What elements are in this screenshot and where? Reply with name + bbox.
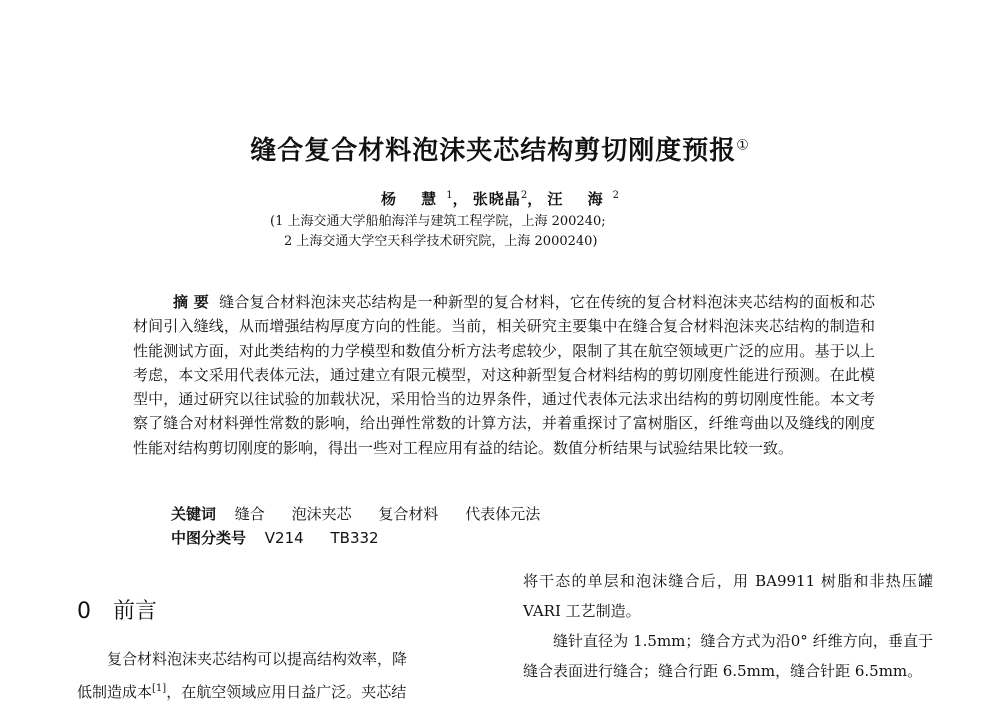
author-name: 汪 海 — [547, 190, 613, 208]
keywords-block — [171, 502, 562, 550]
abstract-text: 缝合复合材料泡沫夹芯结构是一种新型的复合材料，它在传统的复合材料泡沫夹芯结构的面板和芯材间引入缝线，从而增强结构厚度方向的性能。当前，相关研究主要集中在缝合复合材料泡沫夹芯结构的制造和性能测试方面，对此类结构的力学模型和数值分析方法考虑较少，限制了其在航空领域更广泛的应用。基于以上考虑，本文采用代表体元法，通过建立有限元模型，对这种新型复合材料结构的剪切刚度性能进行预测。在此模型中，通过研究以往试验的加载状况，采用恰当的边界条件，通过代表体元法求出结构的剪切刚度性能。本文考察了缝合对材料弹性常数的影响，给出弹性常数的计算方法，并着重探讨了富树脂区，纤维弯曲以及缝线的刚度性能对结构剪切刚度的影响，得出一些对工程应用有益的结论。数值分析结果与试验结果比较一致。 — [133, 293, 875, 457]
title-text: 缝合复合材料泡沫夹芯结构剪切刚度预报 — [250, 136, 737, 166]
keywords-label: 关键词 — [171, 505, 217, 523]
keywords-line — [171, 502, 562, 526]
section-number: 0 — [77, 599, 91, 624]
classification-code: TB332 — [330, 529, 379, 547]
author-affil-mark: 1 — [446, 190, 453, 201]
citation-ref: [1] — [152, 683, 167, 694]
paragraph: 将干态的单层和泡沫缝合后，用 BA9911 树脂和非热压罐 VARI 工艺制造。 — [523, 572, 933, 620]
right-column — [523, 566, 933, 686]
paragraph: 缝针直径为 1.5mm；缝合方式为沿0° 纤维方向，垂直于缝合表面进行缝合；缝合行距 6.5mm，缝合针距 6.5mm。 — [523, 632, 933, 680]
author-name: 杨 慧 — [380, 190, 447, 208]
keyword: 代表体元法 — [465, 505, 541, 523]
section-heading — [77, 594, 157, 625]
body-text: 低制造成本 — [77, 683, 153, 701]
classification-label: 中图分类号 — [171, 529, 247, 547]
author-affil-mark: 2 — [520, 190, 528, 201]
keyword: 缝合 — [234, 505, 265, 523]
left-column — [77, 644, 487, 707]
abstract-label: 摘 要 — [173, 293, 210, 311]
author-list: 杨 慧$^1$， 张晓晶$^2$， 汪 海$^2$ — [380, 190, 620, 208]
body-line: 复合材料泡沫夹芯结构可以提高结构效率，降 — [107, 650, 408, 668]
title-footnote-mark: ① — [736, 137, 750, 154]
affiliations — [270, 212, 606, 252]
keyword: 复合材料 — [378, 505, 439, 523]
abstract — [133, 290, 875, 460]
affiliation-line: (1 上海交通大学船舶海洋与建筑工程学院，上海 200240; — [270, 214, 606, 229]
paper-title — [0, 130, 1000, 167]
keyword: 泡沫夹芯 — [291, 505, 352, 523]
author-name: 张晓晶 — [472, 190, 521, 208]
body-text: ，在航空领域应用日益广泛。夹芯结 — [166, 683, 407, 701]
classification-line — [171, 526, 562, 550]
affiliation-line: 2 上海交通大学空天科学技术研究院，上海 2000240) — [284, 234, 598, 249]
section-title: 前言 — [113, 599, 158, 624]
body-line — [77, 674, 487, 707]
author-affil-mark: 2 — [612, 190, 620, 201]
classification-code: V214 — [264, 529, 304, 547]
